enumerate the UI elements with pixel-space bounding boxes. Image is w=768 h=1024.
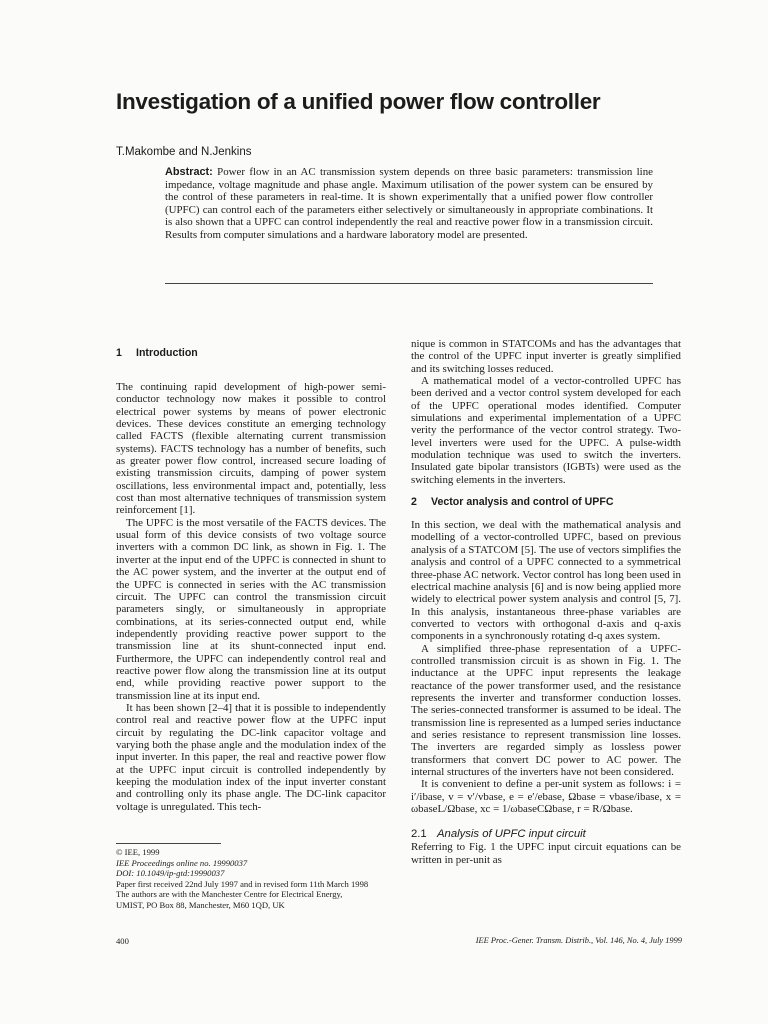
paragraph: A simplified three-phase representation of a UPFC-controlled transmission circuit is as shown in Fig. 1. The inductance at the UPFC input represents the leakage reactance of the power transformer used, and the resistance represents the inverter and transformer conduction losses. The series-connected transformer is assumed to be ideal. The transmission line is represented as a lumped series inductance and series resistance to represent transmission line losses. The inverters are regarded simply as lossless power transformers that convert DC power to AC power. The internal structures of the inverters have not been considered. xyxy=(411,642,681,778)
subsection-heading-input-circuit xyxy=(411,828,681,841)
footnote-received: Paper first received 22nd July 1997 and in revised form 11th March 1998 xyxy=(116,878,369,889)
abstract-label: Abstract: xyxy=(165,166,213,178)
paragraph: Referring to Fig. 1 the UPFC input circuit equations can be written in per-unit as xyxy=(411,841,681,866)
footnote-copyright: © IEE, 1999 xyxy=(116,847,160,857)
paragraph: The UPFC is the most versatile of the FACTS devices. The usual form of this device consists of two voltage source inverters with a common DC link, as shown in Fig. 1. The inverter at the input end of the UPFC is connected in shunt to the AC power system, and the inverter at the output end of the UPFC is connected in series with the AC transmission circuit. The UPFC can control the transmission circuit parameters singly, or simultaneously in appropriate combinations, at its series-connected output end, while independently providing reactive power support to the transmission line at its shunt-connected input end. Furthermore, the UPFC can independently control real and reactive power flow along the transmission line at its output end, while providing reactive power support to the transmission line at its input end. xyxy=(116,516,386,702)
subsection-title: Analysis of UPFC input circuit xyxy=(437,828,586,841)
right-column xyxy=(411,338,681,962)
footnote-affiliation: The authors are with the Manchester Centre for Electrical Energy, xyxy=(116,889,343,900)
paragraph: nique is common in STATCOMs and has the advantages that the control of the UPFC input inverter is greatly simplified and its switching losses reduced. xyxy=(411,338,681,375)
section-title: Vector analysis and control of UPFC xyxy=(431,496,614,509)
page-number: 400 xyxy=(116,936,129,946)
authors: T.Makombe and N.Jenkins xyxy=(116,146,252,158)
section-title: Introduction xyxy=(136,347,198,359)
paragraph: In this section, we deal with the mathematical analysis and modelling of a vector-controlled UPFC, based on previous analysis of a STATCOM [5]. The use of vectors simplifies the analysis and control of a UPFC connected to a symmetrical three-phase AC network. Vector control has long been used in electrical machine analysis [6] and is now being applied more widely to electrical power system analysis and control [5, 7]. In this analysis, instantaneous three-phase variables are converted to vectors with orthogonal d-axis and q-axis components in a synchronously rotating d-q axes system. xyxy=(411,519,681,643)
footnote-online-number: IEE Proceedings online no. 19990037 xyxy=(116,857,248,868)
footnote-address: UMIST, PO Box 88, Manchester, M60 1QD, UK xyxy=(116,899,285,910)
paragraph: A mathematical model of a vector-controlled UPFC has been derived and a vector control system developed for each of the UPFC operational modes identified. Computer simulations and experimental implementation of a UPFC verity the performance of the vector control strategy. Two-level inverters were used for the UPFC. A pulse-width modulation technique was used to switch the inverters. Insulated gate bipolar transistors (IGBTs) were used as the switching elements in the inverters. xyxy=(411,375,681,486)
paragraph: The continuing rapid development of high-power semi-conductor technology now makes it possible to control electrical power systems by means of power electronic devices. These devices constitute an emerging technology called FACTS (flexible alternating current transmission systems). FACTS technology has a number of benefits, such as greater power flow control, increased secure loading of existing transmission circuits, damping of power system oscillations, less environmental impact and, potentially, less cost than most alternative techniques of transmission system reinforcement [1]. xyxy=(116,381,386,517)
footnote-divider xyxy=(116,843,221,844)
section-number: 2 xyxy=(411,496,417,509)
section-heading-introduction xyxy=(116,346,386,360)
abstract xyxy=(165,166,653,242)
section-number: 1 xyxy=(116,347,122,359)
left-column xyxy=(116,338,386,838)
section-heading-vector-analysis xyxy=(411,495,681,509)
paper-title: Investigation of a unified power flow controller xyxy=(116,89,601,114)
footnote-doi: DOI: 10.1049/ip-gtd:19990037 xyxy=(116,868,225,879)
journal-citation: IEE Proc.-Gener. Transm. Distrib., Vol. 146, No. 4, July 1999 xyxy=(475,936,682,945)
paragraph: It is convenient to define a per-unit system as follows: i = i′/ibase, v = v′/vbase, e = e′/ebase, Ωbase = vbase/ibase, x = ωbaseL/Ωbase, xc = 1/ωbaseCΩbase, r = R/Ωbase. xyxy=(411,778,681,816)
subsection-number: 2.1 xyxy=(411,828,427,841)
abstract-text: Power flow in an AC transmission system depends on three basic parameters: transmission line impedance, voltage magnitude and phase angle. Maximum utilisation of the power system can be ensured by the control of these parameters in real-time. It is shown experimentally that a unified power flow controller (UPFC) can control each of the parameters either selectively or simultaneously in appropriate combinations. It is also shown that a UPFC can control independently the real and reactive power flow in a transmission circuit. Results from computer simulations and a hardware laboratory model are presented. xyxy=(165,166,653,241)
abstract-divider xyxy=(165,283,653,284)
footnotes xyxy=(116,843,396,911)
paragraph: It has been shown [2–4] that it is possible to independently control real and reactive power flow at the UPFC input circuit by regulating the DC-link capacitor voltage and varying both the phase angle and the modulation index of the input inverter. In this paper, the real and reactive power flow at the UPFC input circuit is controlled independently by keeping the modulation index of the input inverter constant and controlling only its phase angle. The DC-link capacitor voltage is unregulated. This tech- xyxy=(116,701,386,813)
